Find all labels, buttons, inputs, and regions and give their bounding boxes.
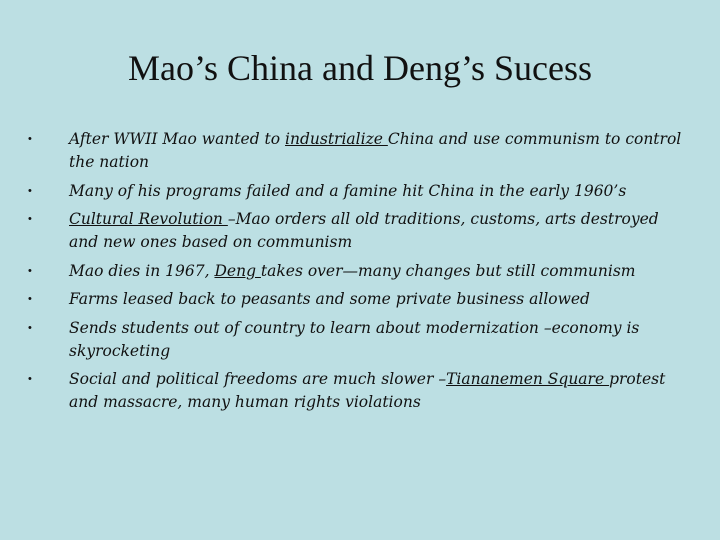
bullet-item bbox=[0, 180, 720, 203]
bullet-text bbox=[69, 319, 639, 360]
bullet-item bbox=[0, 208, 720, 254]
bullet-text-segment: China and use communism to control the nation bbox=[69, 130, 682, 171]
bullet-marker: • bbox=[28, 133, 32, 145]
bullet-list bbox=[0, 128, 720, 420]
bullet-text-segment: protest and massacre, many human rights violations bbox=[69, 370, 666, 411]
bullet-text bbox=[69, 370, 665, 411]
bullet-text-segment: Many of his programs failed and a famine hit China in the early 1960’s bbox=[69, 181, 627, 200]
underlined-term: Deng bbox=[214, 261, 261, 280]
bullet-marker: • bbox=[28, 321, 32, 334]
bullet-item bbox=[0, 368, 720, 414]
bullet-text-segment: After WWII Mao wanted to bbox=[69, 130, 286, 148]
bullet-marker: • bbox=[28, 264, 32, 277]
bullet-text bbox=[69, 182, 626, 200]
bullet-text-segment: takes over—many changes but still communism bbox=[260, 261, 636, 280]
bullet-text-segment: Farms leased back to peasants and some private business allowed bbox=[69, 290, 590, 308]
bullet-text-segment: –Mao orders all old traditions, customs, arts destroyed and new ones based on communism bbox=[69, 210, 659, 251]
underlined-term: Cultural Revolution bbox=[69, 210, 228, 228]
bullet-marker: • bbox=[28, 184, 32, 197]
bullet-marker: • bbox=[28, 293, 32, 305]
bullet-marker: • bbox=[28, 373, 32, 385]
bullet-text-segment: Mao dies in 1967, bbox=[69, 261, 215, 280]
bullet-item bbox=[0, 260, 720, 283]
bullet-item bbox=[0, 317, 720, 363]
bullet-marker: • bbox=[28, 213, 32, 225]
bullet-text-segment: Social and political freedoms are much slower – bbox=[69, 370, 447, 388]
slide-title: Mao’s China and Deng’s Sucess bbox=[128, 48, 592, 88]
bullet-text bbox=[69, 130, 681, 171]
bullet-text-segment: Sends students out of country to learn about modernization –economy is skyrocketing bbox=[69, 318, 640, 360]
bullet-item bbox=[0, 128, 720, 174]
bullet-text bbox=[69, 262, 636, 280]
bullet-item bbox=[0, 288, 720, 311]
bullet-text bbox=[69, 210, 659, 251]
underlined-term: industrialize bbox=[285, 130, 388, 148]
underlined-term: Tiananemen Square bbox=[446, 370, 610, 388]
bullet-text bbox=[69, 290, 590, 308]
